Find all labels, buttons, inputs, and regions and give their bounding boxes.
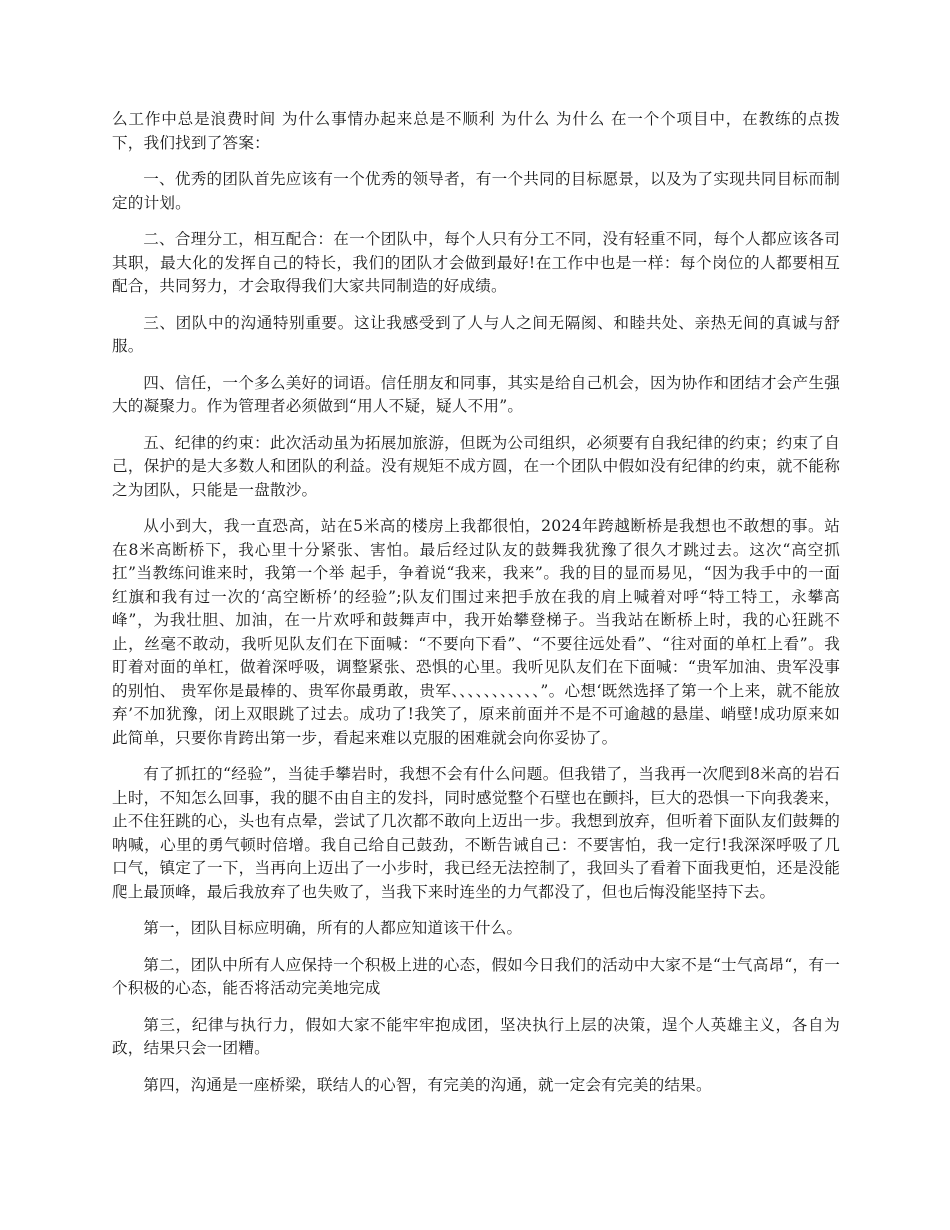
paragraph-story-climbing: 有了抓扛的“经验”，当徒手攀岩时，我想不会有什么问题。但我错了，当我再一次爬到8米高的岩石上时，不知怎么回事，我的腿不由自主的发抖，同时感觉整个石壁也在颤抖，巨大的恐惧一下向我袭来，止不住狂跳的心，头也有点晕，尝试了几次都不敢向上迈出一步。我想到放弃，但听着下面队友们鼓舞的呐喊，心里的勇气顿时倍增。我自己给自己鼓劲，不断告诫自己：不要害怕，我一定行!我深深呼吸了几口气，镇定了一下，当再向上迈出了一小步时，我已经无法控制了，我回头了看着下面我更怕，还是没能爬上最顶峰，最后我放弃了也失败了，当我下来时连坐的力气都没了，但也后悔没能坚持下去。	[112, 765, 840, 901]
paragraph-point-5: 五、纪律的约束：此次活动虽为拓展加旅游，但既为公司组织，必须要有自我纪律的约束；约束了自己，保护的是大多数人和团队的利益。没有规矩不成方圆，在一个团队中假如没有纪律的约束，就不能称之为团队，只能是一盘散沙。	[112, 433, 840, 499]
paragraph-lesson-2: 第二，团队中所有人应保持一个积极上进的心态，假如今日我们的活动中大家不是“士气高昂“，有一个积极的心态，能否将活动完美地完成	[112, 955, 840, 997]
paragraph-lesson-4: 第四，沟通是一座桥梁，联结人的心智，有完美的沟通，就一定会有完美的结果。	[143, 1075, 712, 1094]
paragraph-lesson-3: 第三，纪律与执行力，假如大家不能牢牢抱成团，坚决执行上层的决策，逞个人英雄主义，各自为政，结果只会一团糟。	[112, 1015, 840, 1057]
paragraph-story-bridge: 从小到大，我一直恐高，站在5米高的楼房上我都很怕，2024年跨越断桥是我想也不敢想的事。站在8米高断桥下，我心里十分紧张、害怕。最后经过队友的鼓舞我犹豫了很久才跳过去。这次“高空抓扛”当教练问谁来时，我第一个举 起手，争着说“我来，我来”。我的目的显而易见，“因为我手中的一面红旗和我有过一次的‘高空断桥’的经验”;队友们围过来把手放在我的肩上喊着对呼“特工特工，永攀高峰”，为我壮胆、加油，在一片欢呼和鼓舞声中，我开始攀登梯子。当我站在断桥上时，我的心狂跳不止，丝毫不敢动，我听见队友们在下面喊：“不要向下看”、“不要往远处看”、“往对面的单杠上看”。我盯着对面的单杠，做着深呼吸，调整紧张、恐惧的心里。我听见队友们在下面喊：“贵军加油、贵军没事的别怕、 贵军你是最棒的、贵军你最勇敢，贵军、、、、、、、、、、、”。心想‘既然选择了第一个上来，就不能放弃’不加犹豫，闭上双眼跳了过去。成功了!我笑了，原来前面并不是不可逾越的悬崖、峭壁!成功原来如此简单，只要你肯跨出第一步，看起来难以克服的困难就会向你妥协了。	[112, 517, 840, 747]
paragraph-lesson-1: 第一，团队目标应明确，所有的人都应知道该干什么。	[143, 919, 523, 937]
paragraph-point-3: 三、团队中的沟通特别重要。这让我感受到了人与人之间无隔阂、和睦共处、亲热无间的真诚与舒服。	[112, 313, 840, 355]
paragraph-point-2: 二、合理分工，相互配合：在一个团队中，每个人只有分工不同，没有轻重不同，每个人都应该各司其职，最大化的发挥自己的特长，我们的团队才会做到最好!在工作中也是一样：每个岗位的人都要相互配合，共同努力，才会取得我们大家共同制造的好成绩。	[112, 230, 840, 295]
paragraph-point-1: 一、优秀的团队首先应该有一个优秀的领导者，有一个共同的目标愿景，以及为了实现共同目标而制定的计划。	[112, 170, 840, 212]
paragraph-point-4: 四、信任，一个多么美好的词语。信任朋友和同事，其实是给自己机会，因为协作和团结才会产生强大的凝聚力。作为管理者必须做到“用人不疑，疑人不用”。	[112, 373, 840, 415]
document-body	[112, 108, 840, 1110]
paragraph-intro: 么工作中总是浪费时间 为什么事情办起来总是不顺利 为什么 为什么 在一个个项目中，在教练的点拨下，我们找到了答案：	[112, 110, 840, 152]
